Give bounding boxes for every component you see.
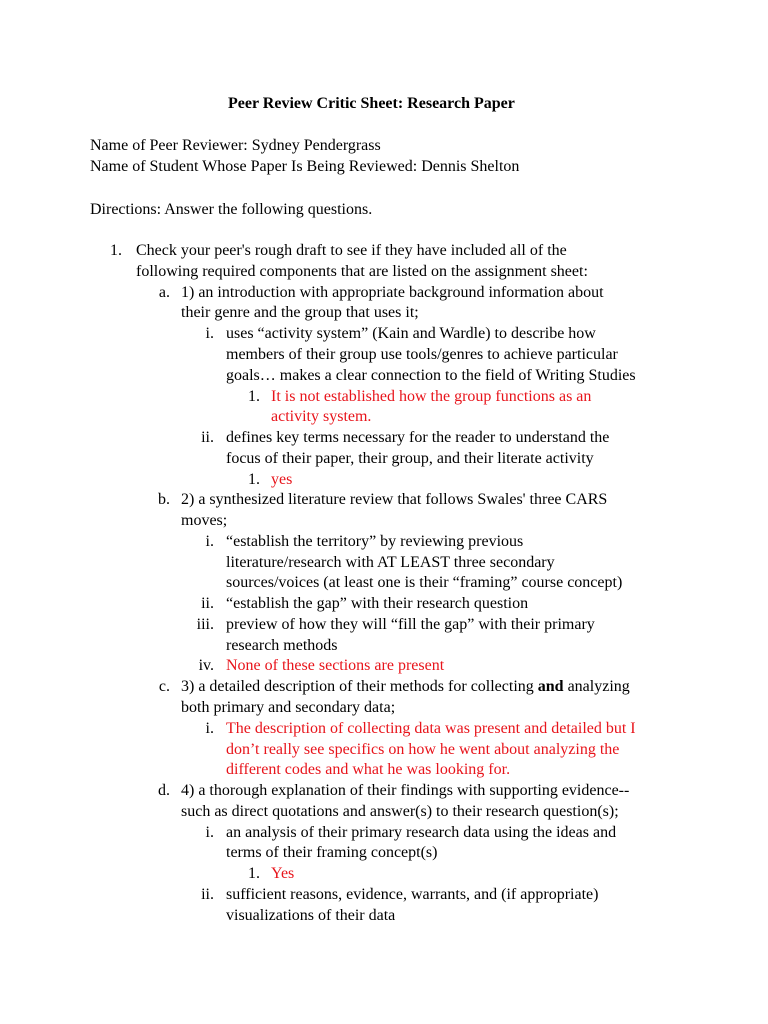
item-b-i-text-line-2: literature/research with AT LEAST three secondary xyxy=(226,554,555,571)
item-d-i-text-line-1: an analysis of their primary research data using the ideas and xyxy=(226,824,617,841)
item-a-i-answer-line-2: activity system. xyxy=(271,408,372,425)
item-d-i-marker: i. xyxy=(205,824,214,841)
item-b-iii-text-line-2: research methods xyxy=(226,637,338,654)
item-a-i-text-line-1: uses “activity system” (Kain and Wardle) to describe how xyxy=(226,325,596,342)
item-a-ii-answer-marker: 1. xyxy=(248,471,260,488)
directions-line: Directions: Answer the following questions. xyxy=(90,201,373,218)
item-d-ii-text-line-1: sufficient reasons, evidence, warrants, and (if appropriate) xyxy=(226,886,599,903)
item-d-text-line-2: such as direct quotations and answer(s) to their research question(s); xyxy=(181,803,619,820)
question-1-text-line-2: following required components that are listed on the assignment sheet: xyxy=(136,263,588,280)
item-a-i-text-line-2: members of their group use tools/genres to achieve particular xyxy=(226,346,618,363)
item-c-bold-and: and xyxy=(537,678,564,695)
item-c-i-answer-line-2: don’t really see specifics on how he went about analyzing the xyxy=(226,741,620,758)
item-a-ii-marker: ii. xyxy=(201,429,214,446)
item-a-ii-answer: yes xyxy=(271,471,293,488)
item-a-i-answer-marker: 1. xyxy=(248,388,260,405)
item-c-text-line-1 xyxy=(181,677,630,697)
item-b-ii-text: “establish the gap” with their research question xyxy=(226,595,529,612)
item-b-i-marker: i. xyxy=(205,533,214,550)
item-a-i-answer-line-1: It is not established how the group functions as an xyxy=(271,388,592,405)
item-b-text-line-1: 2) a synthesized literature review that follows Swales' three CARS xyxy=(181,491,608,508)
item-c-text-before-bold: 3) a detailed description of their methods for collecting xyxy=(181,678,538,695)
item-c-i-answer-line-1: The description of collecting data was present and detailed but I xyxy=(226,720,636,737)
item-a-ii-text-line-2: focus of their paper, their group, and their literate activity xyxy=(226,450,594,467)
item-b-text-line-2: moves; xyxy=(181,512,228,529)
item-a-text-line-1: 1) an introduction with appropriate background information about xyxy=(181,284,604,301)
item-b-i-text-line-3: sources/voices (at least one is their “framing” course concept) xyxy=(226,574,623,591)
question-1-text-line-1: Check your peer's rough draft to see if they have included all of the xyxy=(136,242,567,259)
item-c-i-marker: i. xyxy=(205,720,214,737)
item-c-marker: c. xyxy=(158,678,170,695)
item-a-text-line-2: their genre and the group that uses it; xyxy=(181,304,419,321)
item-b-iv-answer: None of these sections are present xyxy=(226,657,445,674)
item-c-text-line-2: both primary and secondary data; xyxy=(181,699,396,716)
item-b-iv-marker: iv. xyxy=(198,657,214,674)
item-a-marker: a. xyxy=(158,284,170,301)
item-b-iii-text-line-1: preview of how they will “fill the gap” with their primary xyxy=(226,616,595,633)
peer-reviewer-line: Name of Peer Reviewer: Sydney Pendergrass xyxy=(90,137,381,154)
item-d-i-answer: Yes xyxy=(271,865,295,882)
item-b-marker: b. xyxy=(158,491,170,508)
item-d-i-answer-marker: 1. xyxy=(248,865,260,882)
item-d-i-text-line-2: terms of their framing concept(s) xyxy=(226,844,438,861)
item-d-ii-text-line-2: visualizations of their data xyxy=(226,907,396,924)
item-d-text-line-1: 4) a thorough explanation of their findings with supporting evidence-- xyxy=(181,782,630,799)
item-a-i-text-line-3: goals… makes a clear connection to the field of Writing Studies xyxy=(226,367,636,384)
item-b-ii-marker: ii. xyxy=(201,595,214,612)
question-1-number: 1. xyxy=(110,242,122,259)
document-title: Peer Review Critic Sheet: Research Paper xyxy=(228,95,515,112)
student-name-line: Name of Student Whose Paper Is Being Reviewed: Dennis Shelton xyxy=(90,158,520,175)
item-a-i-marker: i. xyxy=(205,325,214,342)
item-a-ii-text-line-1: defines key terms necessary for the reader to understand the xyxy=(226,429,610,446)
item-b-iii-marker: iii. xyxy=(196,616,214,633)
item-c-i-answer-line-3: different codes and what he was looking for. xyxy=(226,761,511,778)
item-d-marker: d. xyxy=(158,782,170,799)
item-c-text-after-bold: analyzing xyxy=(563,678,630,695)
item-d-ii-marker: ii. xyxy=(201,886,214,903)
item-b-i-text-line-1: “establish the territory” by reviewing previous xyxy=(226,533,524,550)
